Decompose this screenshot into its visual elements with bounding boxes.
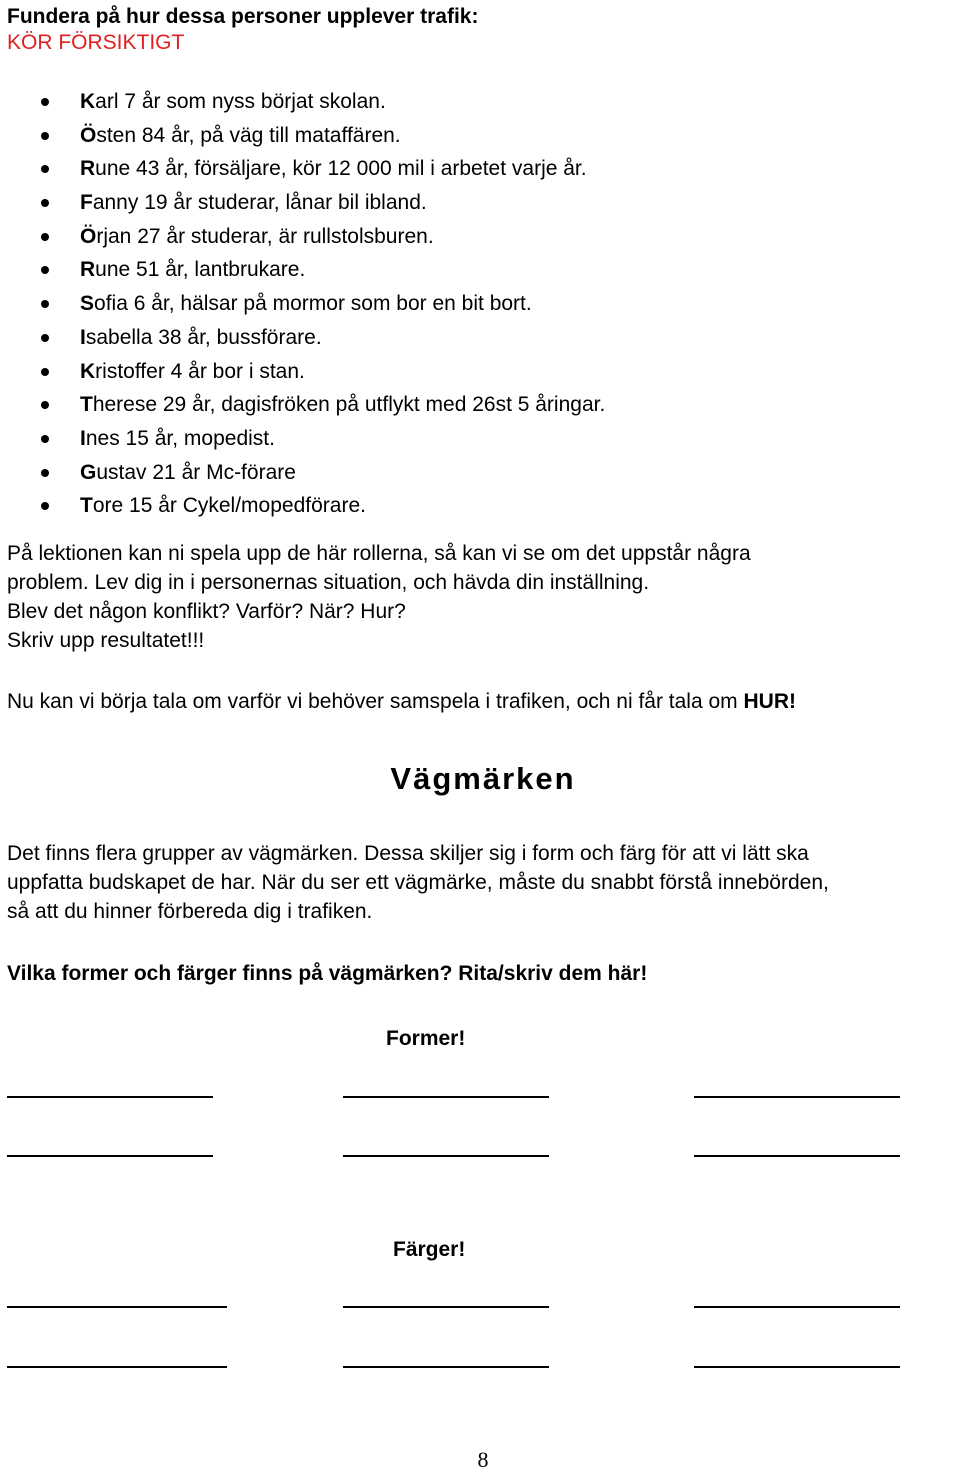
list-item xyxy=(0,155,900,189)
signs-intro-paragraph xyxy=(7,839,957,926)
colors-label: Färger! xyxy=(393,1238,466,1261)
list-item xyxy=(0,391,900,425)
list-item xyxy=(0,324,900,358)
list-item-initial: Ö xyxy=(80,224,97,248)
list-item xyxy=(0,122,900,156)
list-item-text: sten 84 år, på väg till mataffären. xyxy=(96,123,401,147)
list-item xyxy=(0,290,900,324)
list-item-initial: G xyxy=(80,460,97,484)
shapes-label: Former! xyxy=(386,1027,466,1050)
cooperation-text: Nu kan vi börja tala om varför vi behöver samspela i trafiken, och ni får tala om xyxy=(7,690,744,713)
warning-text: KÖR FÖRSIKTIGT xyxy=(7,31,185,54)
list-item-initial: Ö xyxy=(80,123,97,147)
bullet-icon xyxy=(41,165,49,173)
list-item-text: ustav 21 år Mc-förare xyxy=(96,460,296,484)
list-item-initial: R xyxy=(80,258,96,282)
list-item-initial: K xyxy=(80,90,96,113)
shapes-answer-line[interactable] xyxy=(343,1155,549,1157)
drawing-question: Vilka former och färger finns på vägmärken? Rita/skriv dem här! xyxy=(7,962,648,985)
list-item-text: ore 15 år Cykel/mopedförare. xyxy=(92,494,366,518)
colors-answer-line[interactable] xyxy=(343,1366,549,1368)
bullet-icon xyxy=(41,368,49,376)
list-item xyxy=(0,88,900,122)
signs-intro-line: uppfatta budskapet de har. När du ser ett vägmärke, måste du snabbt förstå innebörden, xyxy=(7,871,829,894)
list-item xyxy=(0,425,900,459)
shapes-answer-line[interactable] xyxy=(343,1096,549,1098)
list-item-text: herese 29 år, dagisfröken på utflykt med 26st 5 åringar. xyxy=(92,393,606,417)
bullet-icon xyxy=(41,266,49,274)
list-item xyxy=(0,459,900,493)
list-item-initial: F xyxy=(80,191,93,215)
signs-intro-line: så att du hinner förbereda dig i trafiken. xyxy=(7,900,373,923)
list-item xyxy=(0,492,900,526)
colors-answer-line[interactable] xyxy=(694,1306,900,1308)
bullet-icon xyxy=(41,98,49,106)
instructions-line: Blev det någon konflikt? Varför? När? Hur? xyxy=(7,600,406,623)
list-item-initial: K xyxy=(80,359,96,383)
instructions-line: På lektionen kan ni spela upp de här rollerna, så kan vi se om det uppstår några xyxy=(7,542,751,565)
list-item xyxy=(0,256,900,290)
list-item-text: une 51 år, lantbrukare. xyxy=(95,258,306,282)
list-item-text: une 43 år, försäljare, kör 12 000 mil i arbetet varje år. xyxy=(95,157,587,181)
colors-answer-line[interactable] xyxy=(343,1306,549,1308)
page-number: 8 xyxy=(477,1447,489,1472)
instructions-line: problem. Lev dig in i personernas situation, och hävda din inställning. xyxy=(7,571,650,594)
list-item-initial: I xyxy=(80,426,86,450)
list-item-initial: T xyxy=(80,494,93,518)
heading: Fundera på hur dessa personer upplever trafik: xyxy=(7,5,479,28)
list-item-text: arl 7 år som nyss börjat skolan. xyxy=(95,90,386,113)
shapes-answer-line[interactable] xyxy=(7,1096,213,1098)
list-item xyxy=(0,189,900,223)
bullet-icon xyxy=(41,199,49,207)
colors-answer-line[interactable] xyxy=(7,1366,227,1368)
list-item-text: ristoffer 4 år bor i stan. xyxy=(95,359,305,383)
shapes-answer-line[interactable] xyxy=(694,1096,900,1098)
shapes-answer-line[interactable] xyxy=(694,1155,900,1157)
list-item-initial: T xyxy=(80,393,93,417)
list-item-text: anny 19 år studerar, lånar bil ibland. xyxy=(92,191,427,215)
shapes-answer-line[interactable] xyxy=(7,1155,213,1157)
cooperation-emphasis: HUR! xyxy=(743,690,796,713)
bullet-icon xyxy=(41,233,49,241)
bullet-icon xyxy=(41,502,49,510)
list-item-text: sabella 38 år, bussförare. xyxy=(85,325,322,349)
instructions-line: Skriv upp resultatet!!! xyxy=(7,629,205,652)
roleplay-instructions xyxy=(7,539,957,655)
bullet-icon xyxy=(41,435,49,443)
list-item-initial: I xyxy=(80,325,86,349)
signs-intro-line: Det finns flera grupper av vägmärken. Dessa skiljer sig i form och färg för att vi lätt ska xyxy=(7,842,809,865)
list-item-text: nes 15 år, mopedist. xyxy=(85,426,275,450)
section-title: Vägmärken xyxy=(390,761,576,796)
colors-answer-line[interactable] xyxy=(7,1306,227,1308)
list-item-initial: R xyxy=(80,157,96,181)
bullet-icon xyxy=(41,469,49,477)
bullet-icon xyxy=(41,300,49,308)
list-item xyxy=(0,223,900,257)
list-item-text: rjan 27 år studerar, är rullstolsburen. xyxy=(96,224,434,248)
colors-answer-line[interactable] xyxy=(694,1366,900,1368)
persons-list xyxy=(0,88,900,526)
bullet-icon xyxy=(41,401,49,409)
list-item xyxy=(0,358,900,392)
bullet-icon xyxy=(41,334,49,342)
cooperation-paragraph xyxy=(7,687,957,716)
list-item-initial: S xyxy=(80,292,95,316)
list-item-text: ofia 6 år, hälsar på mormor som bor en bit bort. xyxy=(94,292,532,316)
bullet-icon xyxy=(41,132,49,140)
